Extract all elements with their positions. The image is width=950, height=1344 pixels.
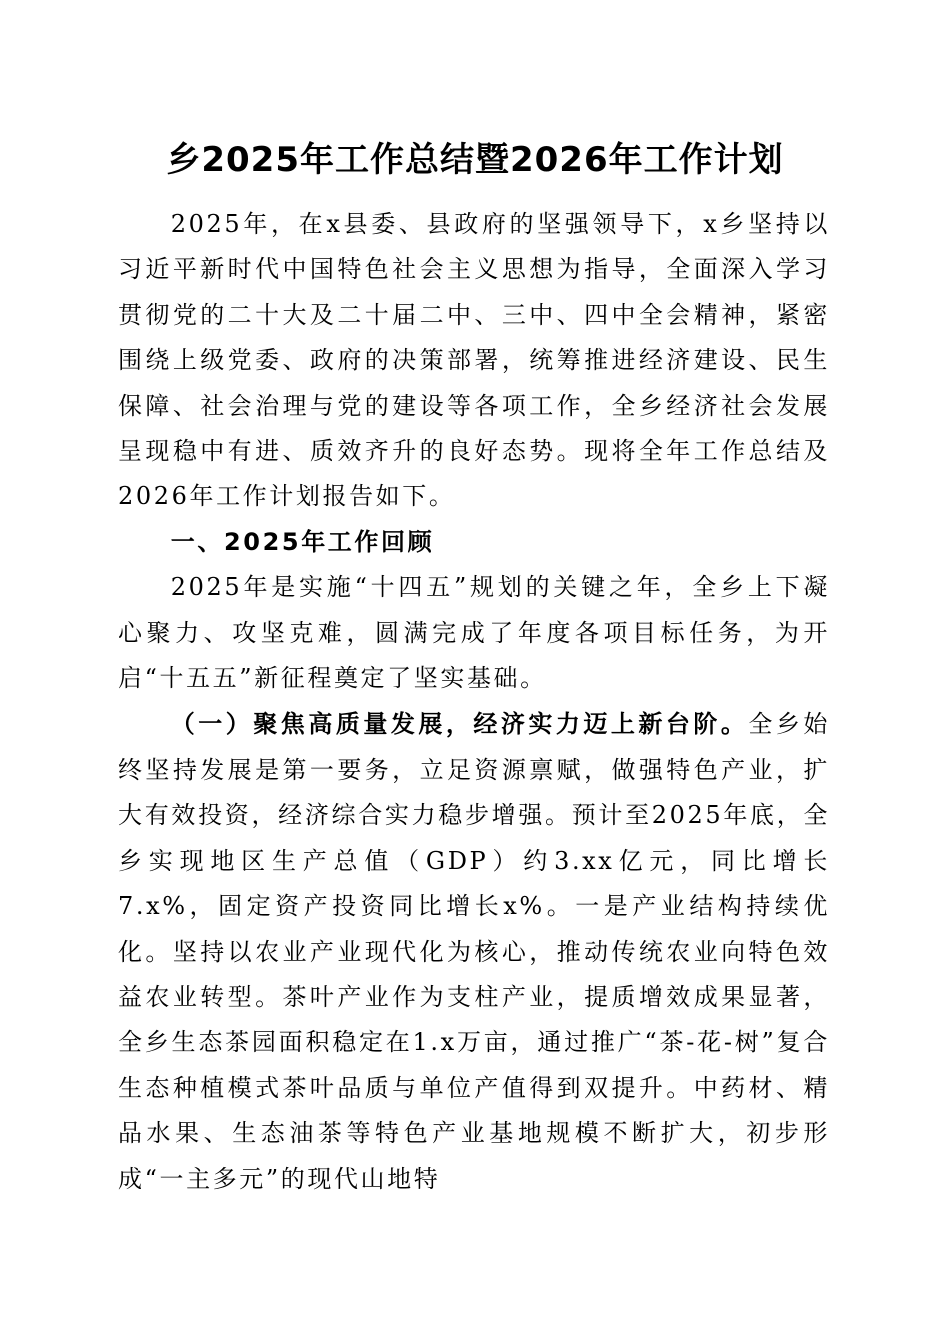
- intro-paragraph: 2025年，在x县委、县政府的坚强领导下，x乡坚持以习近平新时代中国特色社会主义思想为指导，全面深入学习贯彻党的二十大及二十届二中、三中、四中全会精神，紧密围绕上级党委、政府的决策部署，统筹推进经济建设、民生保障、社会治理与党的建设等各项工作，全乡经济社会发展呈现稳中有进、质效齐升的良好态势。现将全年工作总结及2026年工作计划报告如下。: [118, 210, 830, 511]
- subsection-text: 全乡始终坚持发展是第一要务，立足资源禀赋，做强特色产业，扩大有效投资，经济综合实力稳步增强。预计至2025年底，全乡实现地区生产总值（GDP）约3.xx亿元，同比增长7.x%，固定资产投资同比增长x%。一是产业结构持续优化。坚持以农业产业现代化为核心，推动传统农业向特色效益农业转型。茶叶产业作为支柱产业，提质增效成果显著，全乡生态茶园面积稳定在1.x万亩，通过推广“茶-花-树”复合生态种植模式茶叶品质与单位产值得到双提升。中药材、精品水果、生态油茶等特色产业基地规模不断扩大，初步形成“一主多元”的现代山地特: [118, 710, 830, 1193]
- section-heading-review: 一、2025年工作回顾: [170, 527, 435, 556]
- subsection-paragraph: [118, 701, 830, 1201]
- document-body: [118, 202, 830, 1202]
- section-intro-paragraph: 2025年是实施“十四五”规划的关键之年，全乡上下凝心聚力、攻坚克难，圆满完成了年度各项目标任务，为开启“十五五”新征程奠定了坚实基础。: [118, 573, 830, 693]
- subsection-heading: （一）聚焦高质量发展，经济实力迈上新台阶。: [170, 709, 749, 739]
- document-title: 乡2025年工作总结暨2026年工作计划: [166, 140, 784, 180]
